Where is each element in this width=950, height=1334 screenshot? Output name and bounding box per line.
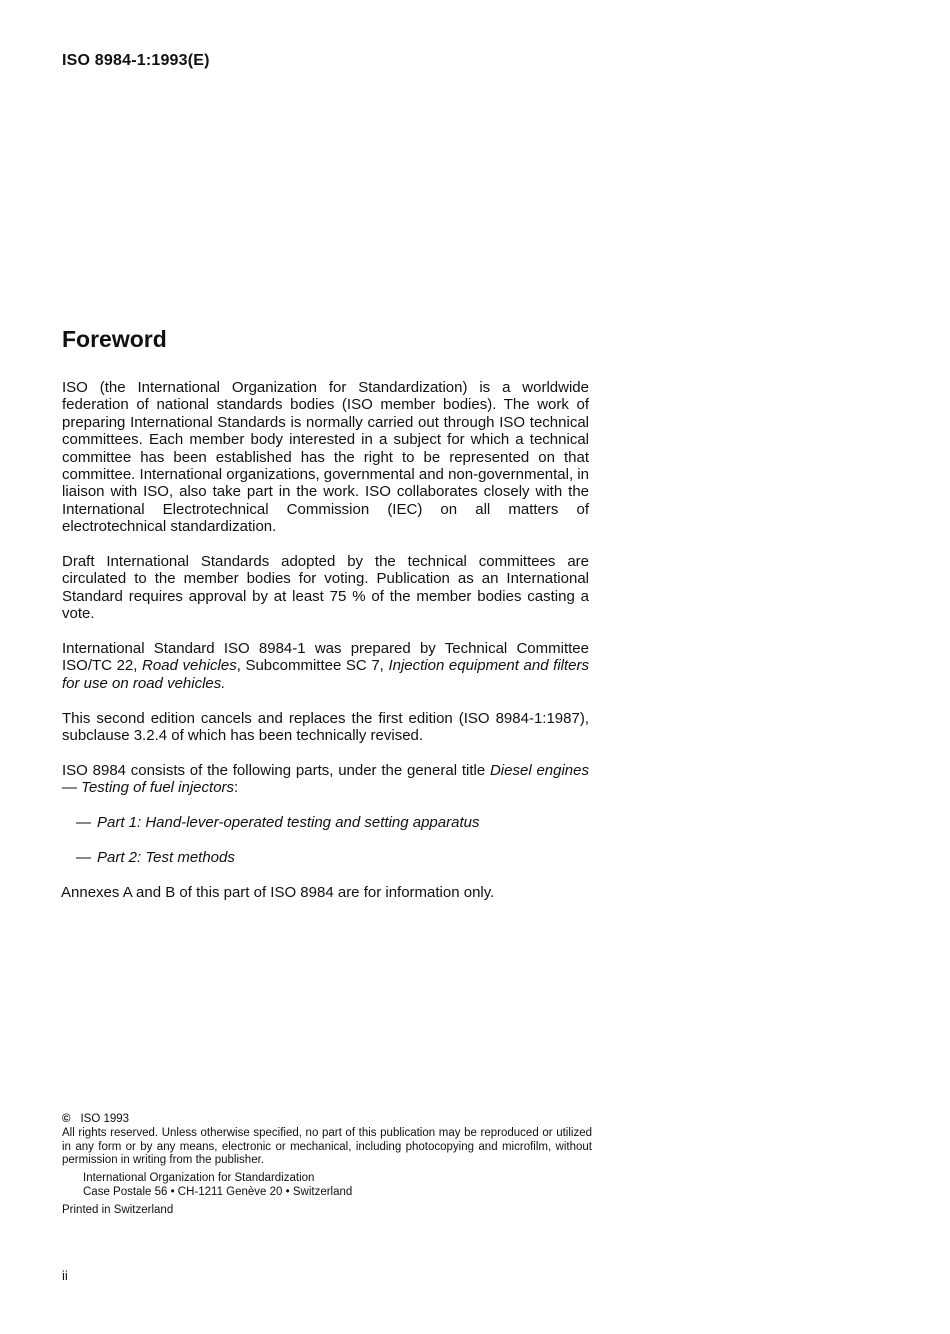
copyright-icon: © bbox=[62, 1113, 71, 1125]
paragraph-prepared-by bbox=[62, 640, 589, 692]
parts-intro-colon: : bbox=[234, 779, 239, 797]
page-title: Foreword bbox=[62, 326, 167, 352]
publisher-name: International Organization for Standardization bbox=[83, 1172, 315, 1185]
paragraph-edition: This second edition cancels and replaces the first edition (ISO 8984-1:1987), subclause 3.2.4 of which has been technically revised. bbox=[62, 709, 589, 745]
paragraph-annexes: Annexes A and B of this part of ISO 8984 are for information only. bbox=[61, 883, 495, 901]
subcommittee-text: , Subcommittee SC 7, bbox=[236, 657, 389, 675]
list-item bbox=[62, 814, 589, 831]
list-dash: — bbox=[76, 814, 91, 832]
parts-list bbox=[62, 814, 589, 866]
part-label: Part 1: Hand-lever-operated testing and setting apparatus bbox=[97, 814, 480, 832]
page-number: ii bbox=[62, 1268, 68, 1283]
foreword-body bbox=[62, 379, 589, 918]
list-item bbox=[62, 849, 589, 866]
publisher-postal: Case Postale 56 • CH-1211 Genève 20 • Switzerland bbox=[83, 1185, 353, 1198]
printed-in: Printed in Switzerland bbox=[62, 1203, 174, 1216]
paragraph-iso-description: ISO (the International Organization for Standardization) is a worldwide federation of national standards bodies (ISO member bodies). The work of preparing International Standards is normally carried out through ISO technical committees. Each member body interested in a subject for which a technical committee has been established has the right to be represented on that committee. International organizations, governmental and non-governmental, in liaison with ISO, also take part in the work. ISO collaborates closely with the International Electrotechnical Commission (IEC) on all matters of electrotechnical standardization. bbox=[62, 379, 589, 536]
subcommittee-title: Injection equipment and filters for use on road vehicles. bbox=[62, 657, 589, 692]
committee-title: Road vehicles bbox=[142, 657, 237, 675]
rights-notice: All rights reserved. Unless otherwise specified, no part of this publication may be reproduced or utilized in any form or by any means, electronic or mechanical, including photocopying and microfilm, without permission in writing from the publisher. bbox=[62, 1126, 592, 1167]
document-id-header: ISO 8984-1:1993(E) bbox=[62, 52, 210, 69]
list-dash: — bbox=[76, 848, 91, 866]
general-title: Diesel engines — Testing of fuel injectors bbox=[62, 761, 589, 797]
parts-intro-text: ISO 8984 consists of the following parts, under the general title bbox=[62, 761, 490, 779]
copyright-year: ISO 1993 bbox=[80, 1113, 130, 1125]
copyright-line bbox=[62, 1113, 592, 1127]
prepared-by-text: International Standard ISO 8984-1 was prepared by Technical Committee ISO/TC 22, bbox=[62, 640, 589, 675]
paragraph-parts-intro bbox=[62, 762, 589, 797]
paragraph-draft-standards: Draft International Standards adopted by the technical committees are circulated to the member bodies for voting. Publication as an International Standard requires approval by at least 75 % of the member bodies casting a vote. bbox=[62, 553, 589, 623]
part-label: Part 2: Test methods bbox=[97, 848, 235, 866]
copyright-block bbox=[62, 1113, 592, 1218]
publisher-address bbox=[83, 1172, 592, 1200]
